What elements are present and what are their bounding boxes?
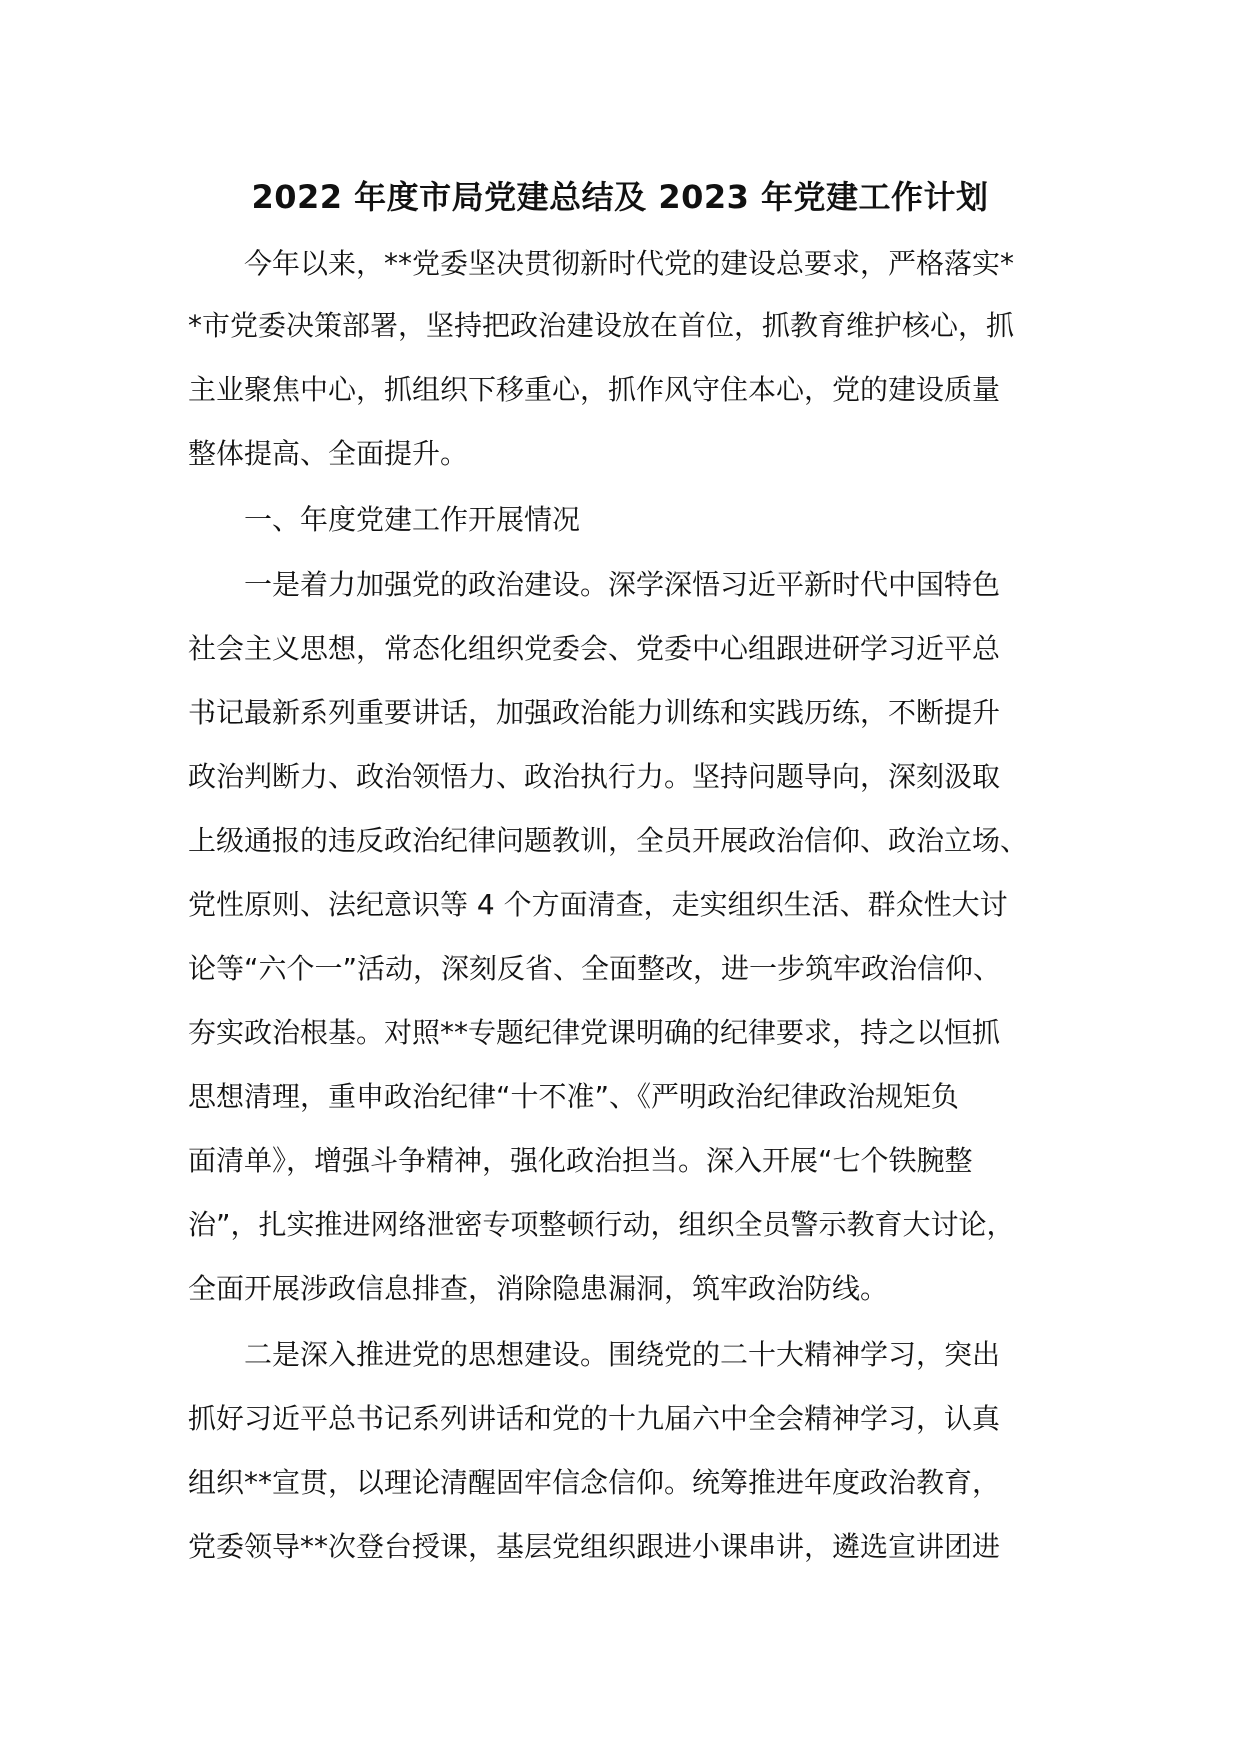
document-title: 2022 年度市局党建总结及 2023 年党建工作计划: [251, 178, 989, 216]
paragraph-line: 思想清理，重申政治纪律“十不准”、《严明政治纪律政治规矩负: [188, 1080, 960, 1113]
paragraph-line: 一是着力加强党的政治建设。深学深悟习近平新时代中国特色: [244, 568, 1001, 601]
paragraph-line: 组织**宣贯，以理论清醒固牢信念信仰。统筹推进年度政治教育，: [188, 1466, 1001, 1499]
paragraph-line: 二是深入推进党的思想建设。围绕党的二十大精神学习，突出: [244, 1338, 1001, 1371]
paragraph-line: 党性原则、法纪意识等 4 个方面清查，走实组织生活、群众性大讨: [188, 888, 1008, 921]
paragraph-line: 面清单》，增强斗争精神，强化政治担当。深入开展“七个铁腕整: [188, 1144, 973, 1177]
paragraph-line: 整体提高、全面提升。: [188, 437, 469, 470]
paragraph-line: 政治判断力、政治领悟力、政治执行力。坚持问题导向，深刻汲取: [188, 760, 1001, 793]
paragraph-line: 今年以来，**党委坚决贯彻新时代党的建设总要求，严格落实*: [244, 247, 1015, 280]
paragraph-line: 全面开展涉政信息排查，消除隐患漏洞，筑牢政治防线。: [188, 1272, 889, 1305]
paragraph-line: 治”，扎实推进网络泄密专项整顿行动，组织全员警示教育大讨论，: [188, 1208, 1015, 1241]
paragraph-line: 主业聚焦中心，抓组织下移重心，抓作风守住本心，党的建设质量: [188, 373, 1001, 406]
paragraph-line: 上级通报的违反政治纪律问题教训，全员开展政治信仰、政治立场、: [188, 824, 1029, 857]
paragraph-line: 论等“六个一”活动，深刻反省、全面整改，进一步筑牢政治信仰、: [188, 952, 1002, 985]
paragraph-line: 党委领导**次登台授课，基层党组织跟进小课串讲，遴选宣讲团进: [188, 1530, 1001, 1563]
paragraph-line: 社会主义思想，常态化组织党委会、党委中心组跟进研学习近平总: [188, 632, 1001, 665]
paragraph-line: 夯实政治根基。对照**专题纪律党课明确的纪律要求，持之以恒抓: [188, 1016, 1001, 1049]
section-heading: 一、年度党建工作开展情况: [244, 503, 581, 536]
paragraph-line: 抓好习近平总书记系列讲话和党的十九届六中全会精神学习，认真: [188, 1402, 1001, 1435]
paragraph-line: *市党委决策部署，坚持把政治建设放在首位，抓教育维护核心，抓: [188, 309, 1015, 342]
paragraph-line: 书记最新系列重要讲话，加强政治能力训练和实践历练，不断提升: [188, 696, 1001, 729]
